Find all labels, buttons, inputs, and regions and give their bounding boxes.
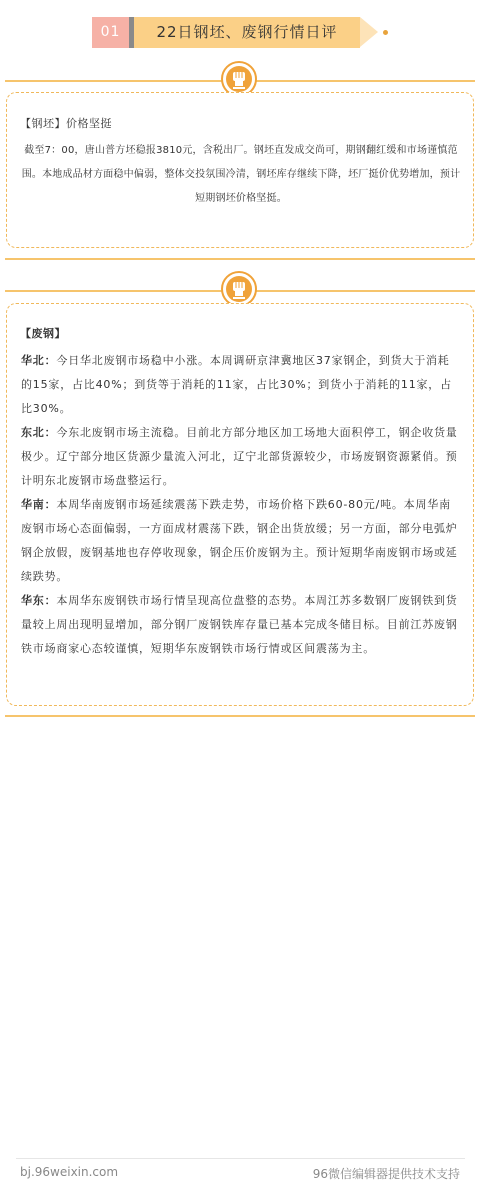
scrap-body <box>21 349 461 661</box>
footer-link[interactable]: bj.96weixin.com <box>20 1165 119 1179</box>
section-number: 01 <box>92 17 129 48</box>
page-title: 22日钢坯、废钢行情日评 <box>134 17 360 48</box>
divider-line <box>5 258 475 260</box>
region-paragraph <box>21 421 461 493</box>
fist-icon <box>221 271 257 307</box>
region-label: 华南： <box>21 498 57 511</box>
region-text: 本周华东废钢铁市场行情呈现高位盘整的态势。本周江苏多数钢厂废钢铁到货量较上周出现明显增加，部分钢厂废钢铁库存量已基本完成冬储目标。目前江苏废钢铁市场商家心态较谨慎，短期华东废钢铁市场行情或区间震荡为主。 <box>21 594 458 655</box>
scrap-heading: 【废钢】 <box>20 327 66 340</box>
billet-heading: 【钢坯】价格坚挺 <box>20 117 112 130</box>
region-paragraph <box>21 493 461 589</box>
region-text: 本周华南废钢市场延续震荡下跌走势，市场价格下跌60-80元/吨。本周华南废钢市场心态面偏弱，一方面成材震荡下跌，钢企出货放缓；另一方面，部分电弧炉钢企放假，废钢基地也存停收现象，钢企压价废钢为主。预计短期华南废钢市场或延续跌势。 <box>21 498 458 583</box>
region-text: 今东北废钢市场主流稳。目前北方部分地区加工场地大面积停工，钢企收货量极少。辽宁部分地区货源少量流入河北，辽宁北部货源较少，市场废钢资源紧俏。预计明东北废钢市场盘整运行。 <box>21 426 458 487</box>
footer-credit: 96微信编辑器提供技术支持 <box>312 1167 460 1181</box>
title-dot-decoration <box>383 30 388 35</box>
footer-divider <box>16 1158 465 1159</box>
billet-body: 截至7：00，唐山普方坯稳报3810元，含税出厂。钢坯直发成交尚可，期钢翻红缓和市场谨慎范围。本地成品材方面稳中偏弱，整体交投氛围冷清，钢坯库存继续下降，坯厂挺价优势增加，预计短期钢坯价格坚挺。 <box>21 145 461 204</box>
region-text: 今日华北废钢市场稳中小涨。本周调研京津冀地区37家钢企，到货大于消耗的15家，占比40%；到货等于消耗的11家，占比30%；到货小于消耗的11家，占比30%。 <box>21 354 452 415</box>
region-label: 华北： <box>21 354 57 367</box>
divider-line <box>5 715 475 717</box>
region-label: 华东： <box>21 594 57 607</box>
region-paragraph <box>21 589 461 661</box>
region-label: 东北： <box>21 426 57 439</box>
billet-card <box>6 92 474 248</box>
scrap-card <box>6 303 474 706</box>
region-paragraph <box>21 349 461 421</box>
section-title-bar <box>92 17 392 48</box>
title-arrow-decoration <box>360 17 378 47</box>
